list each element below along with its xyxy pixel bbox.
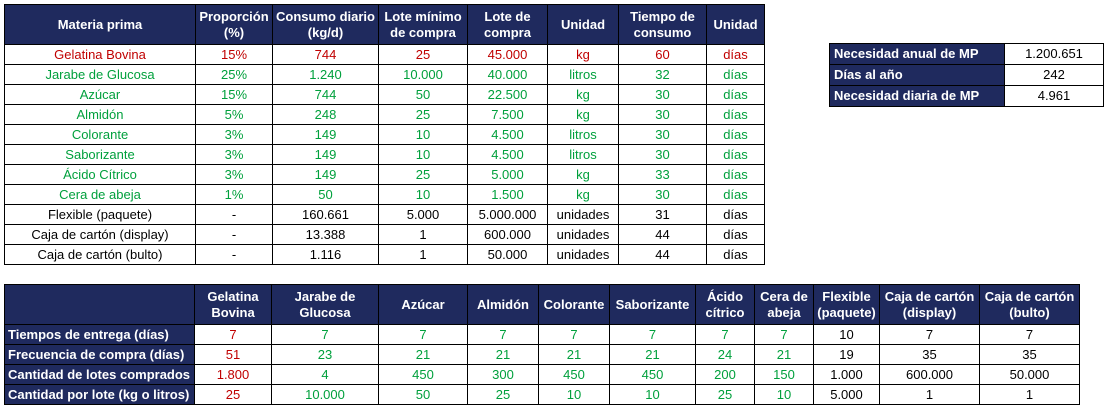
- table-cell: 32: [619, 65, 707, 85]
- table-cell: 300: [468, 365, 539, 385]
- table-row: [5, 385, 1080, 405]
- table-cell: 21: [468, 345, 539, 365]
- summary-value: 1.200.651: [1005, 44, 1104, 65]
- table-cell: kg: [548, 105, 619, 125]
- purchase-schedule-table: [4, 284, 1080, 405]
- table-cell: 25: [468, 385, 539, 405]
- table-cell: 3%: [196, 125, 273, 145]
- column-header: Jarabe de Glucosa: [272, 285, 379, 325]
- table-row: [5, 85, 765, 105]
- table-cell: litros: [548, 65, 619, 85]
- mp-summary-table: [829, 43, 1104, 107]
- column-header: Flexible (paquete): [814, 285, 880, 325]
- table-cell: 30: [619, 85, 707, 105]
- table-cell: 150: [755, 365, 814, 385]
- table-cell: Gelatina Bovina: [5, 45, 196, 65]
- table-cell: 10: [814, 325, 880, 345]
- corner-header: [5, 285, 195, 325]
- table-cell: días: [707, 105, 765, 125]
- table-cell: días: [707, 65, 765, 85]
- table-cell: 5.000: [379, 205, 468, 225]
- table-cell: 4: [272, 365, 379, 385]
- table-cell: 21: [539, 345, 610, 365]
- table-cell: 24: [696, 345, 755, 365]
- table-cell: 44: [619, 245, 707, 265]
- table-cell: 15%: [196, 85, 273, 105]
- table-cell: 10: [610, 385, 696, 405]
- table-cell: 13.388: [273, 225, 379, 245]
- table-row: [5, 225, 765, 245]
- table-cell: 21: [379, 345, 468, 365]
- table-row: [5, 365, 1080, 385]
- summary-row: [830, 86, 1104, 107]
- table-cell: 200: [696, 365, 755, 385]
- table-cell: días: [707, 205, 765, 225]
- table-cell: 15%: [196, 45, 273, 65]
- table-cell: 160.661: [273, 205, 379, 225]
- table-cell: 149: [273, 165, 379, 185]
- table-cell: días: [707, 125, 765, 145]
- table-cell: 600.000: [880, 365, 980, 385]
- table-cell: 7: [610, 325, 696, 345]
- table-cell: 149: [273, 145, 379, 165]
- table-cell: 744: [273, 45, 379, 65]
- table-cell: Caja de cartón (bulto): [5, 245, 196, 265]
- column-header: Consumo diario (kg/d): [273, 5, 379, 45]
- table-cell: 3%: [196, 165, 273, 185]
- table-cell: kg: [548, 45, 619, 65]
- table-row: [5, 65, 765, 85]
- column-header: Caja de cartón (bulto): [980, 285, 1080, 325]
- table-cell: unidades: [548, 225, 619, 245]
- table-cell: 1: [379, 225, 468, 245]
- table-cell: 25: [195, 385, 272, 405]
- table-cell: 44: [619, 225, 707, 245]
- table-cell: 1: [379, 245, 468, 265]
- column-header: Saborizante: [610, 285, 696, 325]
- row-header: Frecuencia de compra (días): [5, 345, 195, 365]
- table-cell: 1.116: [273, 245, 379, 265]
- summary-row: [830, 65, 1104, 86]
- column-header: Unidad: [548, 5, 619, 45]
- table-cell: 35: [880, 345, 980, 365]
- table-cell: 7: [539, 325, 610, 345]
- table-cell: litros: [548, 145, 619, 165]
- column-header: Lote mínimo de compra: [379, 5, 468, 45]
- column-header: Azúcar: [379, 285, 468, 325]
- table-cell: 450: [379, 365, 468, 385]
- table-cell: Almidón: [5, 105, 196, 125]
- table-row: [5, 45, 765, 65]
- summary-row: [830, 44, 1104, 65]
- table-cell: 450: [610, 365, 696, 385]
- table-row: [5, 325, 1080, 345]
- table-cell: 10.000: [272, 385, 379, 405]
- table-row: [5, 105, 765, 125]
- table-cell: 450: [539, 365, 610, 385]
- table-cell: 23: [272, 345, 379, 365]
- table-cell: 149: [273, 125, 379, 145]
- table-cell: 1.240: [273, 65, 379, 85]
- table-cell: Saborizante: [5, 145, 196, 165]
- table-cell: 5.000: [468, 165, 548, 185]
- table-cell: 4.500: [468, 145, 548, 165]
- table-cell: 25: [379, 105, 468, 125]
- table-cell: unidades: [548, 245, 619, 265]
- summary-label: Días al año: [830, 65, 1005, 86]
- table-cell: 51: [195, 345, 272, 365]
- table-cell: 7: [696, 325, 755, 345]
- table-row: [5, 165, 765, 185]
- table-cell: 60: [619, 45, 707, 65]
- table-cell: Ácido Cítrico: [5, 165, 196, 185]
- table-row: [5, 185, 765, 205]
- table-cell: Jarabe de Glucosa: [5, 65, 196, 85]
- table-cell: 50: [273, 185, 379, 205]
- table-cell: 1%: [196, 185, 273, 205]
- table-cell: 7: [195, 325, 272, 345]
- table-cell: -: [196, 225, 273, 245]
- table-cell: 30: [619, 125, 707, 145]
- summary-value: 4.961: [1005, 86, 1104, 107]
- table-cell: 10: [539, 385, 610, 405]
- table-cell: días: [707, 145, 765, 165]
- table-cell: 4.500: [468, 125, 548, 145]
- table-cell: Cera de abeja: [5, 185, 196, 205]
- summary-label: Necesidad diaria de MP: [830, 86, 1005, 107]
- row-header: Cantidad de lotes comprados: [5, 365, 195, 385]
- table-cell: 1.500: [468, 185, 548, 205]
- table-cell: Flexible (paquete): [5, 205, 196, 225]
- table-cell: kg: [548, 85, 619, 105]
- table-cell: 7: [755, 325, 814, 345]
- row-header: Cantidad por lote (kg o litros): [5, 385, 195, 405]
- table-cell: Caja de cartón (display): [5, 225, 196, 245]
- table-cell: 30: [619, 185, 707, 205]
- table-cell: 10: [379, 125, 468, 145]
- table-cell: 30: [619, 145, 707, 165]
- table-cell: días: [707, 185, 765, 205]
- table-cell: 10: [379, 145, 468, 165]
- table-row: [5, 125, 765, 145]
- table-cell: días: [707, 45, 765, 65]
- table-cell: 600.000: [468, 225, 548, 245]
- column-header: Almidón: [468, 285, 539, 325]
- table-row: [5, 345, 1080, 365]
- table-cell: 7: [980, 325, 1080, 345]
- column-header: Caja de cartón (display): [880, 285, 980, 325]
- table-cell: 30: [619, 105, 707, 125]
- column-header: Cera de abeja: [755, 285, 814, 325]
- table-cell: -: [196, 205, 273, 225]
- table-cell: 21: [755, 345, 814, 365]
- table-cell: 21: [610, 345, 696, 365]
- table-cell: 1.800: [195, 365, 272, 385]
- table-cell: días: [707, 165, 765, 185]
- table-row: [5, 145, 765, 165]
- table-cell: 50: [379, 385, 468, 405]
- table-cell: 5.000.000: [468, 205, 548, 225]
- column-header: Unidad: [707, 5, 765, 45]
- column-header: Ácido cítrico: [696, 285, 755, 325]
- table-row: [5, 245, 765, 265]
- table-cell: litros: [548, 125, 619, 145]
- table-cell: 25: [379, 45, 468, 65]
- row-header: Tiempos de entrega (días): [5, 325, 195, 345]
- table-cell: 25: [379, 165, 468, 185]
- table-cell: 5.000: [814, 385, 880, 405]
- summary-value: 242: [1005, 65, 1104, 86]
- table-cell: 10: [379, 185, 468, 205]
- table-cell: 25: [696, 385, 755, 405]
- column-header: Colorante: [539, 285, 610, 325]
- table-cell: 22.500: [468, 85, 548, 105]
- table-cell: 1.000: [814, 365, 880, 385]
- table-cell: 1: [980, 385, 1080, 405]
- table-cell: 7: [272, 325, 379, 345]
- table-cell: 1: [880, 385, 980, 405]
- table-cell: días: [707, 85, 765, 105]
- table-cell: 25%: [196, 65, 273, 85]
- table-cell: 5%: [196, 105, 273, 125]
- table-cell: 248: [273, 105, 379, 125]
- table-cell: 10: [755, 385, 814, 405]
- table-cell: 7: [379, 325, 468, 345]
- table-cell: 10.000: [379, 65, 468, 85]
- table-cell: 35: [980, 345, 1080, 365]
- column-header: Proporción (%): [196, 5, 273, 45]
- table-cell: 50.000: [980, 365, 1080, 385]
- table-cell: kg: [548, 185, 619, 205]
- table-cell: 45.000: [468, 45, 548, 65]
- table-cell: 50.000: [468, 245, 548, 265]
- raw-materials-table: [4, 4, 765, 265]
- column-header: Tiempo de consumo: [619, 5, 707, 45]
- table-cell: 744: [273, 85, 379, 105]
- table-cell: 7: [880, 325, 980, 345]
- table-cell: 3%: [196, 145, 273, 165]
- table-row: [5, 205, 765, 225]
- table-cell: -: [196, 245, 273, 265]
- table-cell: 19: [814, 345, 880, 365]
- column-header: Gelatina Bovina: [195, 285, 272, 325]
- table-cell: Azúcar: [5, 85, 196, 105]
- column-header: Lote de compra: [468, 5, 548, 45]
- table-cell: 31: [619, 205, 707, 225]
- table-cell: días: [707, 245, 765, 265]
- table-cell: 7: [468, 325, 539, 345]
- table-cell: kg: [548, 165, 619, 185]
- column-header: Materia prima: [5, 5, 196, 45]
- table-cell: 50: [379, 85, 468, 105]
- table-cell: 40.000: [468, 65, 548, 85]
- summary-label: Necesidad anual de MP: [830, 44, 1005, 65]
- table-cell: días: [707, 225, 765, 245]
- table-cell: 7.500: [468, 105, 548, 125]
- table-cell: Colorante: [5, 125, 196, 145]
- table-cell: 33: [619, 165, 707, 185]
- table-cell: unidades: [548, 205, 619, 225]
